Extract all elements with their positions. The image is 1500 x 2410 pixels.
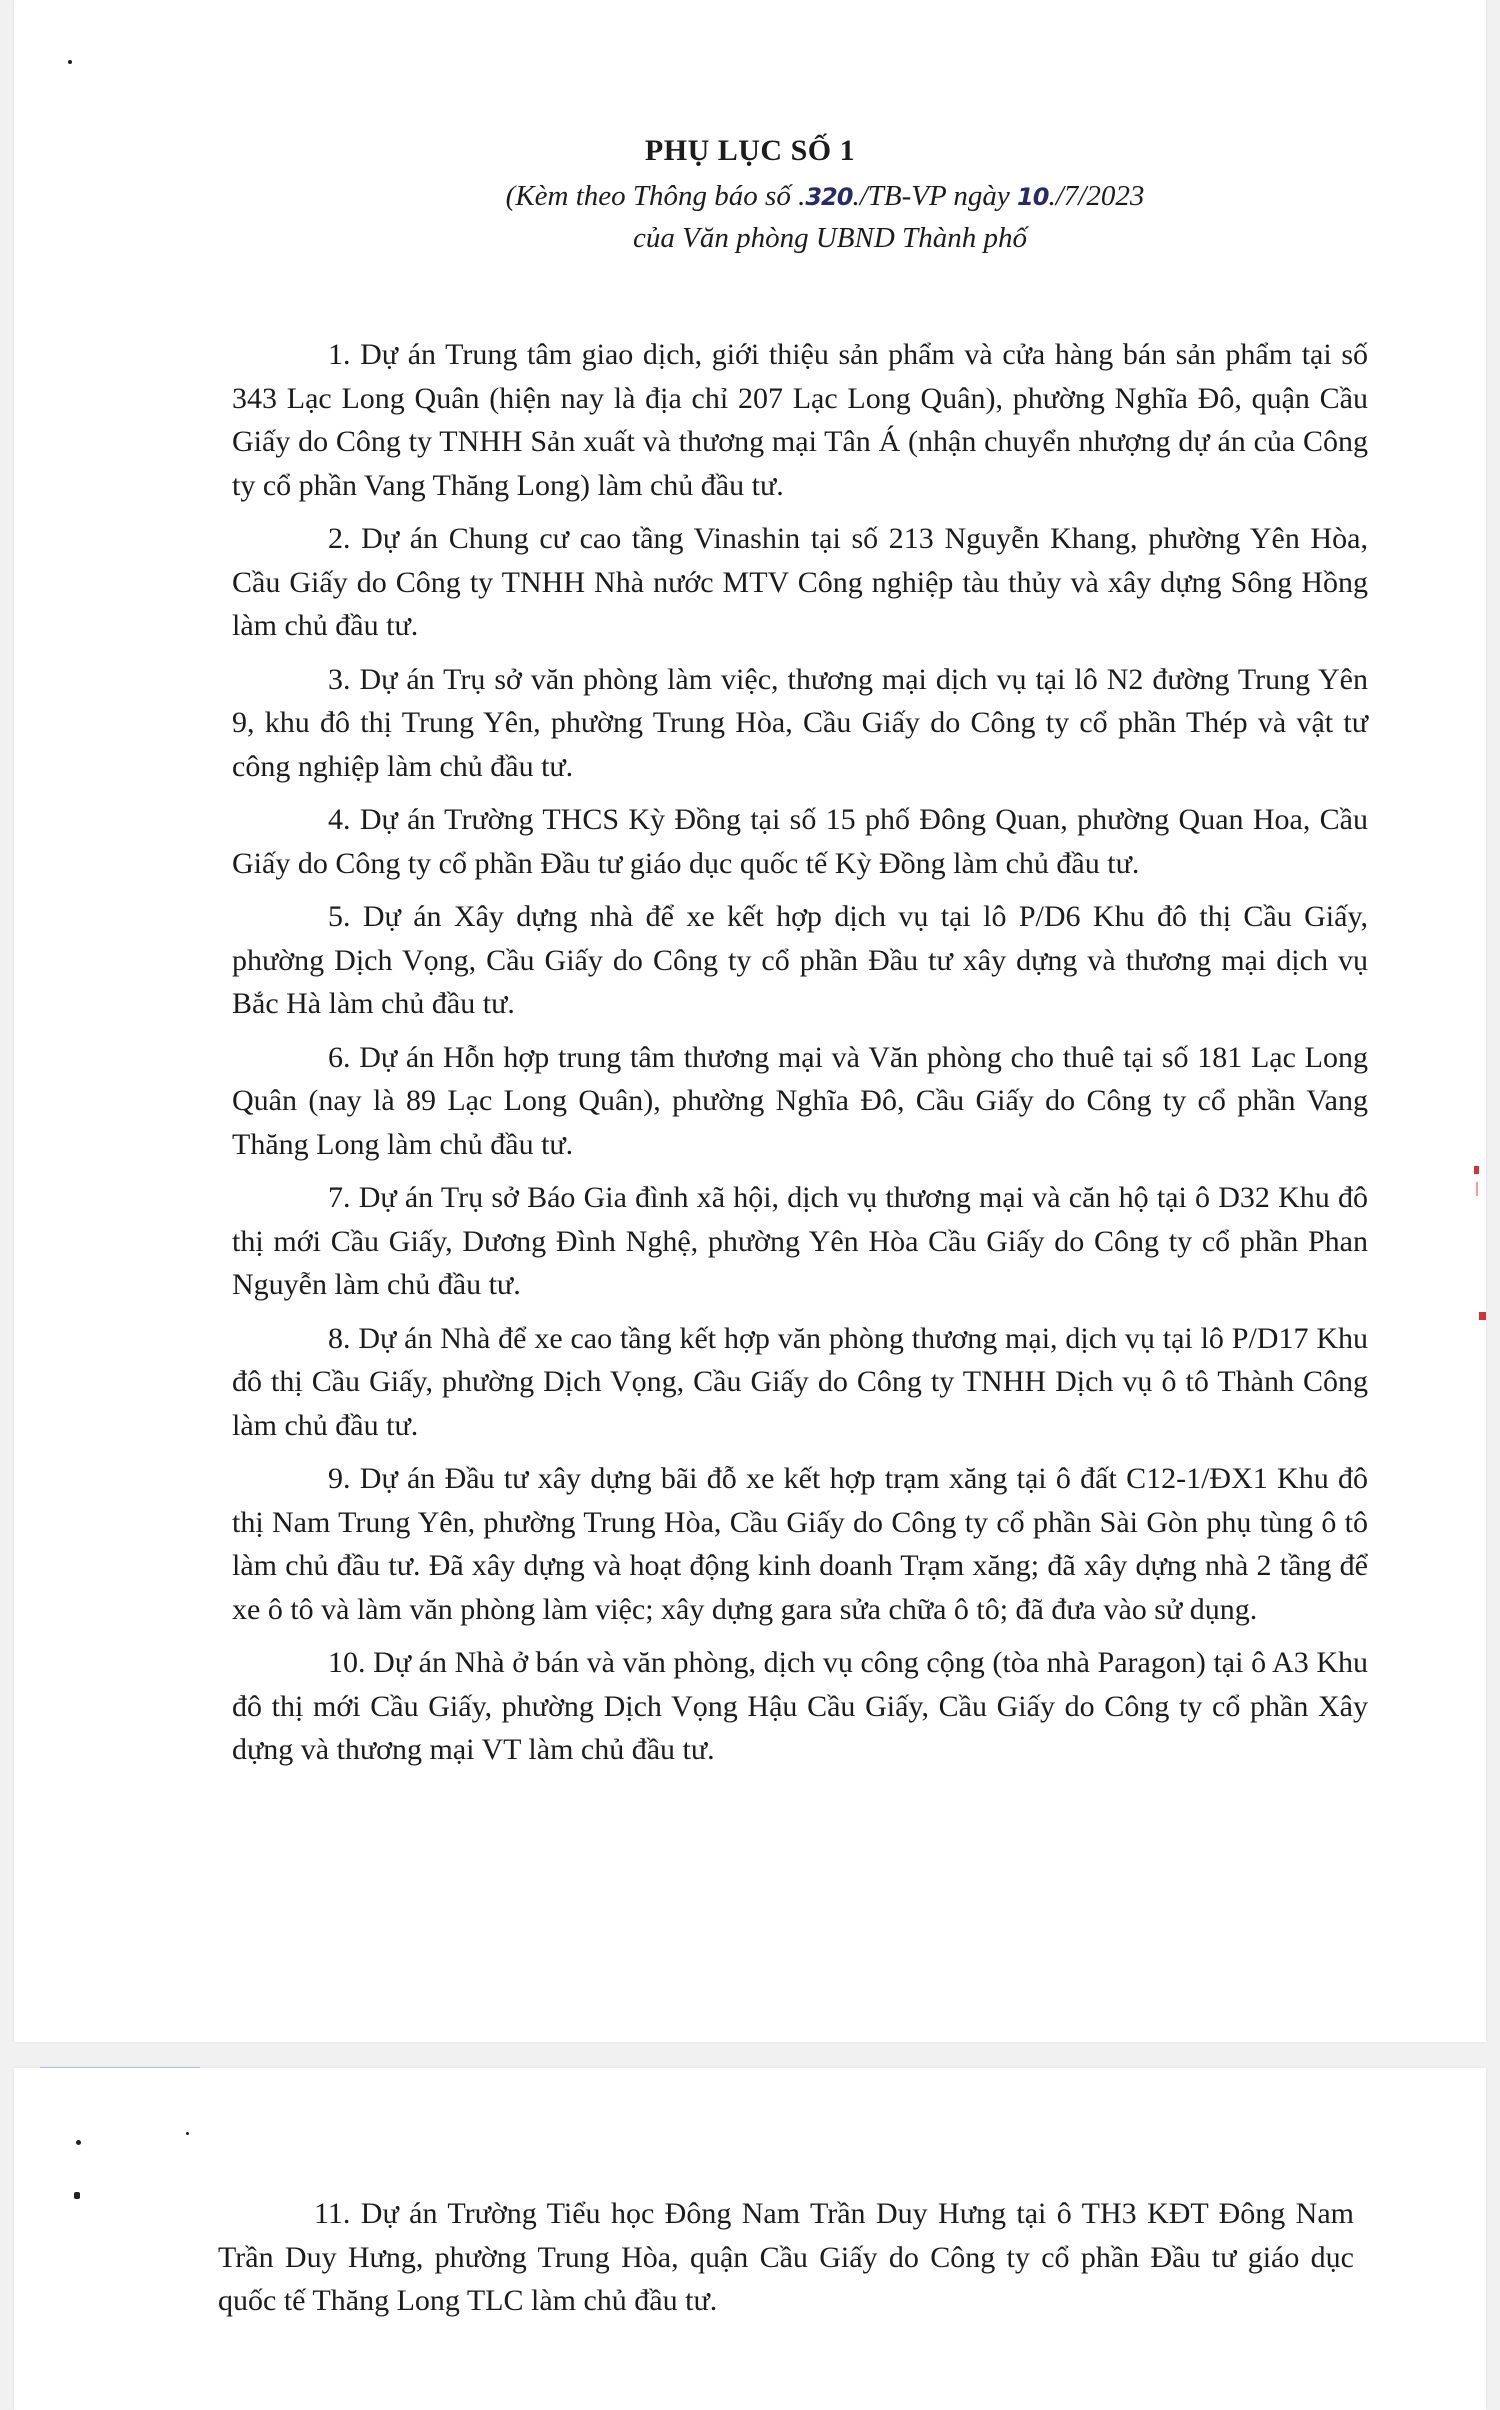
list-item: 4. Dự án Trường THCS Kỳ Đồng tại số 15 phố Đông Quan, phường Quan Hoa, Cầu Giấy do Công ty cổ phần Đầu tư giáo dục quốc tế Kỳ Đồng làm chủ đầu tư. bbox=[232, 803, 1368, 880]
scan-red-mark bbox=[1479, 1312, 1486, 1320]
list-item: 2. Dự án Chung cư cao tầng Vinashin tại số 213 Nguyễn Khang, phường Yên Hòa, Cầu Giấy do Công ty TNHH Nhà nước MTV Công nghiệp tàu thủy và xây dựng Sông Hồng làm chủ đầu tư. bbox=[232, 522, 1368, 642]
list-item: 5. Dự án Xây dựng nhà để xe kết hợp dịch vụ tại lô P/D6 Khu đô thị Cầu Giấy, phường Dịch Vọng, Cầu Giấy do Công ty cổ phần Đầu tư xây dựng và thương mại dịch vụ Bắc Hà làm chủ đầu tư. bbox=[232, 900, 1368, 1020]
subtitle-issuer: của Văn phòng UBND Thành phố bbox=[633, 222, 1027, 254]
list-item: 11. Dự án Trường Tiểu học Đông Nam Trần Duy Hưng tại ô TH3 KĐT Đông Nam Trần Duy Hưng, phường Trung Hòa, quận Cầu Giấy do Công ty cổ phần Đầu tư giáo dục quốc tế Thăng Long TLC làm chủ đầu tư. bbox=[218, 2197, 1354, 2317]
project-list-continued bbox=[218, 2192, 1354, 2333]
subtitle-suffix: ./7/2023 bbox=[1048, 180, 1145, 212]
subtitle-mid: ./TB-VP ngày bbox=[852, 180, 1018, 212]
appendix-title: PHỤ LỤC SỐ 1 bbox=[644, 134, 856, 167]
list-item: 8. Dự án Nhà để xe cao tầng kết hợp văn phòng thương mại, dịch vụ tại lô P/D17 Khu đô thị Cầu Giấy, phường Dịch Vọng, Cầu Giấy do Công ty TNHH Dịch vụ ô tô Thành Công làm chủ đầu tư. bbox=[232, 1321, 1368, 1442]
project-list bbox=[232, 333, 1368, 1782]
scan-speck bbox=[76, 2140, 81, 2145]
list-item: 3. Dự án Trụ sở văn phòng làm việc, thương mại dịch vụ tại lô N2 đường Trung Yên 9, khu đô thị Trung Yên, phường Trung Hòa, Cầu Giấy do Công ty cổ phần Thép và vật tư công nghiệp làm chủ đầu tư. bbox=[232, 662, 1368, 783]
subtitle-prefix: (Kèm theo Thông báo số . bbox=[505, 180, 806, 212]
list-item: 10. Dự án Nhà ở bán và văn phòng, dịch vụ công cộng (tòa nhà Paragon) tại ô A3 Khu đô thị mới Cầu Giấy, phường Dịch Vọng Hậu Cầu Giấy, Cầu Giấy do Công ty cổ phần Xây dựng và thương mại VT làm chủ đầu tư. bbox=[232, 1646, 1368, 1766]
list-item: 7. Dự án Trụ sở Báo Gia đình xã hội, dịch vụ thương mại và căn hộ tại ô D32 Khu đô thị mới Cầu Giấy, Dương Đình Nghệ, phường Yên Hòa Cầu Giấy do Công ty cổ phần Phan Nguyễn làm chủ đầu tư. bbox=[232, 1181, 1368, 1301]
scan-speck bbox=[186, 2132, 189, 2135]
scan-red-mark bbox=[1474, 1166, 1479, 1174]
subtitle-notice-reference bbox=[14, 180, 1486, 213]
handwritten-notice-day: 10 bbox=[1017, 183, 1049, 211]
list-item: 1. Dự án Trung tâm giao dịch, giới thiệu sản phẩm và cửa hàng bán sản phẩm tại số 343 Lạc Long Quân (hiện nay là địa chỉ 207 Lạc Long Quân), phường Nghĩa Đô, quận Cầu Giấy do Công ty TNHH Sản xuất và thương mại Tân Á (nhận chuyển nhượng dự án của Công ty cổ phần Vang Thăng Long) làm chủ đầu tư. bbox=[232, 338, 1368, 502]
handwritten-notice-number: 320 bbox=[805, 183, 853, 211]
scan-speck bbox=[74, 2192, 80, 2199]
list-item: 9. Dự án Đầu tư xây dựng bãi đỗ xe kết hợp trạm xăng tại ô đất C12-1/ĐX1 Khu đô thị Nam Trung Yên, phường Trung Hòa, Cầu Giấy do Công ty cổ phần Sài Gòn phụ tùng ô tô làm chủ đầu tư. Đã xây dựng và hoạt động kinh doanh Trạm xăng; đã xây dựng nhà 2 tầng để xe ô tô và làm văn phòng làm việc; xây dựng gara sửa chữa ô tô; đã đưa vào sử dụng. bbox=[232, 1462, 1368, 1626]
scan-red-mark bbox=[1476, 1182, 1478, 1196]
scan-speck bbox=[68, 60, 72, 64]
document-page-1 bbox=[14, 0, 1486, 2042]
list-item: 6. Dự án Hỗn hợp trung tâm thương mại và Văn phòng cho thuê tại số 181 Lạc Long Quân (nay là 89 Lạc Long Quân), phường Nghĩa Đô, Cầu Giấy do Công ty cổ phần Vang Thăng Long làm chủ đầu tư. bbox=[232, 1040, 1368, 1161]
